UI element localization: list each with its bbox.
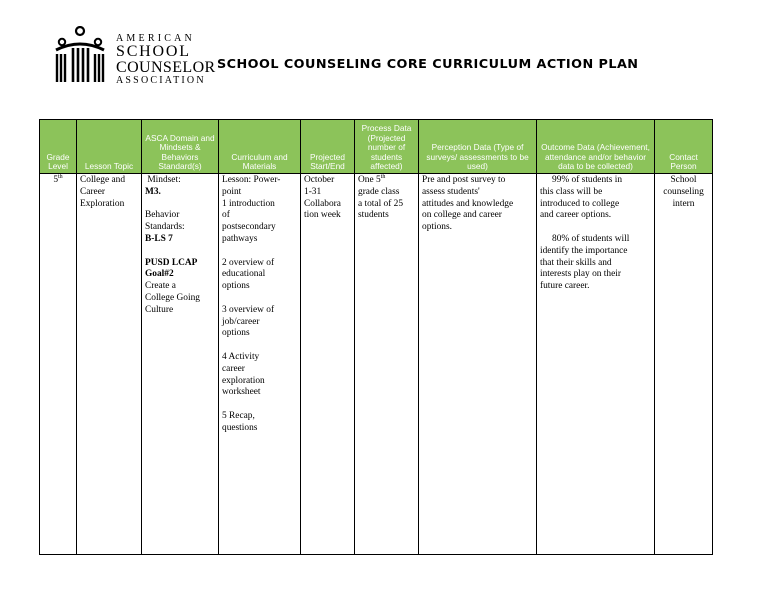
- mindset-value: M3.: [145, 186, 161, 197]
- curriculum-line: options: [222, 281, 250, 292]
- cell-contact-person: [655, 174, 713, 555]
- topic-line: College and: [80, 175, 126, 185]
- action-plan-table: [39, 119, 713, 555]
- cell-process-data: [355, 174, 419, 555]
- curriculum-line: 4 Activity: [222, 351, 260, 362]
- table-row: [40, 174, 713, 555]
- logo-american: AMERICAN: [116, 33, 195, 44]
- contact-line: intern: [672, 198, 695, 209]
- perception-line: attitudes and knowledge: [422, 198, 514, 209]
- perception-line: assess students': [422, 186, 480, 197]
- header-asca-domain: ASCA Domain and Mindsets & Behaviors Standard(s): [142, 120, 219, 174]
- logo-school: SCHOOL: [116, 43, 191, 60]
- behavior-label: Behavior: [145, 210, 180, 221]
- process-line: One 5: [358, 175, 381, 185]
- curriculum-line: career: [222, 363, 245, 374]
- curriculum-line: exploration: [222, 375, 265, 386]
- curriculum-line: 2 overview of: [222, 257, 275, 268]
- header-projected-dates: Projected Start/End: [301, 120, 355, 174]
- header-grade-level: Grade Level: [40, 120, 77, 174]
- cell-outcome-data: [537, 174, 655, 555]
- contact-line: School: [670, 175, 697, 185]
- dates-line: tion week: [304, 210, 341, 221]
- outcome-line: introduced to college: [540, 198, 620, 209]
- asca-wordmark: [116, 34, 216, 86]
- lcap-text-line: Culture: [145, 304, 174, 315]
- dates-line: October: [304, 175, 335, 185]
- table-header-row: [40, 120, 713, 174]
- curriculum-line: point: [222, 186, 242, 197]
- perception-line: Pre and post survey to: [422, 175, 506, 185]
- header-process-data: Process Data (Projected number of students affected): [355, 120, 419, 174]
- process-line: students: [358, 210, 389, 221]
- mindset-label: Mindset:: [147, 175, 181, 185]
- dates-line: Collabora: [304, 198, 341, 209]
- asca-figures-icon: [54, 26, 106, 84]
- outcome-line: future career.: [540, 281, 590, 292]
- cell-topic: [77, 174, 142, 555]
- contact-line: counseling: [663, 186, 704, 197]
- curriculum-line: Lesson: Power-: [222, 175, 281, 185]
- lcap-text-line: Create a: [145, 281, 176, 292]
- topic-line: Career: [80, 186, 105, 197]
- curriculum-line: pathways: [222, 233, 258, 244]
- behavior-label: Standards:: [145, 222, 185, 233]
- curriculum-line: job/career: [222, 316, 260, 327]
- outcome-line: this class will be: [540, 186, 603, 197]
- curriculum-line: 3 overview of: [222, 304, 275, 315]
- logo-association: ASSOCIATION: [116, 75, 206, 86]
- outcome-line: that their skills and: [540, 257, 612, 268]
- curriculum-line: postsecondary: [222, 222, 276, 233]
- process-line: grade class: [358, 186, 400, 197]
- topic-line: Exploration: [80, 198, 125, 209]
- header-outcome-data: Outcome Data (Achievement, attendance and/or behavior data to be collected): [537, 120, 655, 174]
- asca-logo: [54, 26, 214, 86]
- lcap-text-line: College Going: [145, 292, 200, 303]
- header-contact-person: Contact Person: [655, 120, 713, 174]
- outcome-line: 80% of students will: [552, 233, 630, 244]
- header-perception-data: Perception Data (Type of surveys/ assessments to be used): [419, 120, 537, 174]
- curriculum-line: 5 Recap,: [222, 410, 255, 421]
- dates-line: 1-31: [304, 186, 322, 197]
- perception-line: on college and career: [422, 210, 502, 221]
- perception-line: options.: [422, 222, 452, 233]
- lcap-label: PUSD LCAP: [145, 257, 198, 268]
- logo-counselor: COUNSELOR: [116, 59, 216, 76]
- cell-asca-standards: [142, 174, 219, 555]
- header-curriculum: Curriculum and Materials: [219, 120, 301, 174]
- process-suffix: th: [380, 173, 386, 180]
- header-lesson-topic: Lesson Topic: [77, 120, 142, 174]
- document-title: SCHOOL COUNSELING CORE CURRICULUM ACTION PLAN: [217, 57, 639, 72]
- grade-suffix: th: [58, 173, 63, 180]
- curriculum-line: options: [222, 328, 250, 339]
- curriculum-line: educational: [222, 269, 266, 280]
- cell-curriculum: [219, 174, 301, 555]
- outcome-line: 99% of students in: [552, 175, 623, 185]
- outcome-line: interests play on their: [540, 269, 621, 280]
- process-line: a total of 25: [358, 198, 404, 209]
- curriculum-line: questions: [222, 422, 258, 433]
- outcome-line: identify the importance: [540, 245, 628, 256]
- cell-grade: [40, 174, 77, 555]
- curriculum-line: of: [222, 210, 230, 221]
- lcap-goal: Goal#2: [145, 269, 174, 280]
- cell-dates: [301, 174, 355, 555]
- behavior-value: B-LS 7: [145, 233, 173, 244]
- grade-value: 5: [53, 175, 58, 185]
- outcome-line: and career options.: [540, 210, 612, 221]
- cell-perception-data: [419, 174, 537, 555]
- curriculum-line: worksheet: [222, 387, 261, 398]
- curriculum-line: 1 introduction: [222, 198, 275, 209]
